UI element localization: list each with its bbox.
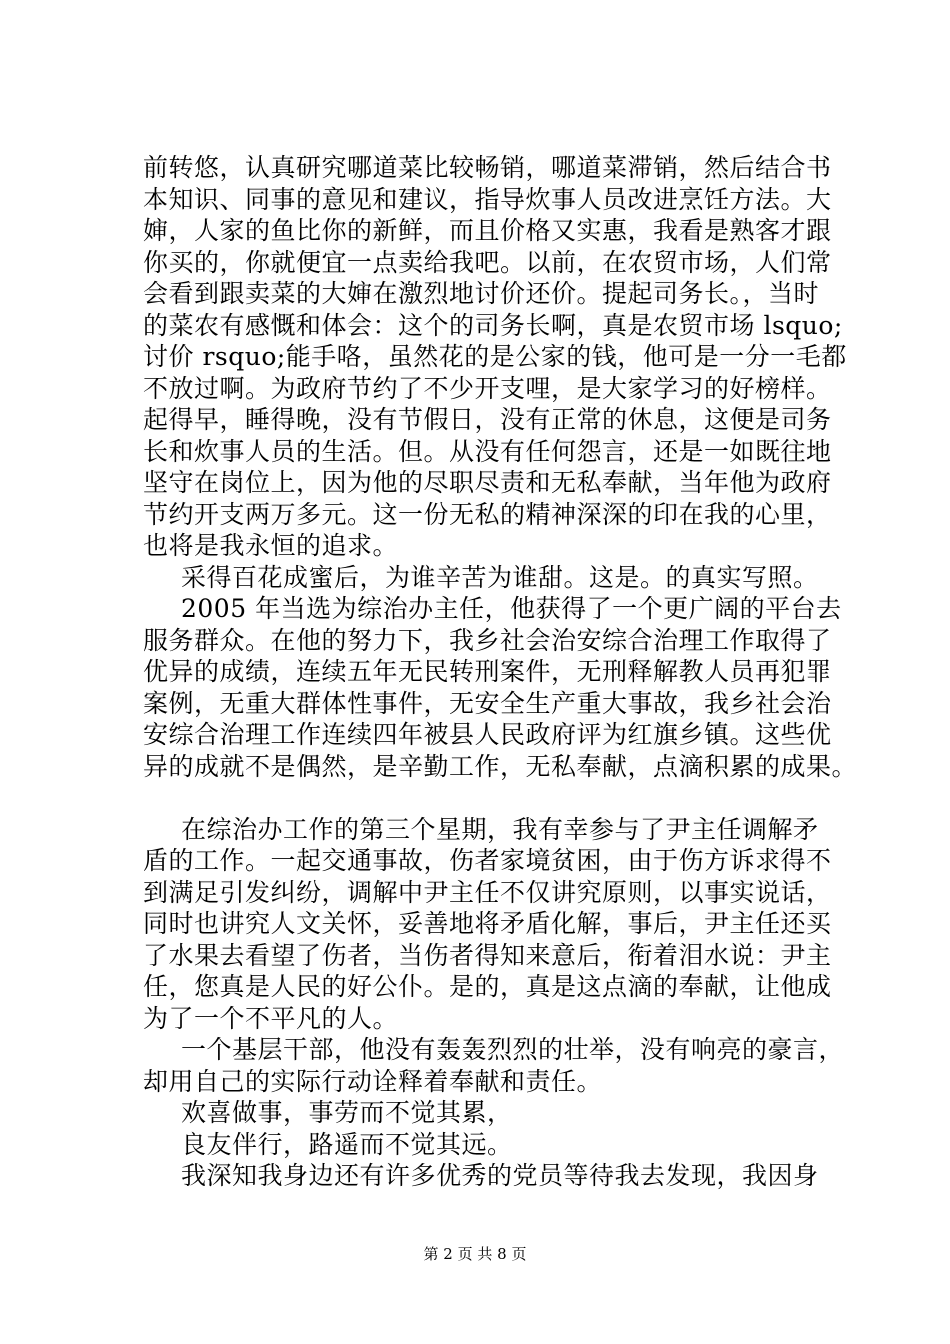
paragraph [143,1034,843,1097]
text-line: 异的成就不是偶然，是辛勤工作，无私奉献，点滴积累的成果。 [143,751,858,781]
text-line: 良友伴行，路遥而不觉其远。 [181,1129,513,1159]
paragraph [143,593,858,782]
text-line: 我深知我身边还有许多优秀的党员等待我去发现，我因身 [181,1161,819,1190]
text-line: 2005 年当选为综治办主任，他获得了一个更广阔的平台去 [181,594,842,623]
paragraph [143,1097,843,1129]
paragraph [143,1129,843,1161]
text-line: 婶，人家的鱼比你的新鲜，而且价格又实惠，我看是熟客才跟 [143,216,832,245]
text-line: 为了一个不平凡的人。 [143,1003,399,1033]
text-line: 会看到跟卖菜的大婶在激烈地讨价还价。提起司务长。，当时 [143,279,820,308]
text-line: 案例，无重大群体性事件，无安全生产重大事故，我乡社会治 [143,688,832,718]
text-line: 讨价 rsquo;能手咯，虽然花的是公家的钱，他可是一分一毛都 [143,342,847,371]
text-line: 采得百花成蜜后，为谁辛苦为谁甜。这是。的真实写照。 [181,562,819,592]
text-line: 起得早，睡得晚，没有节假日，没有正常的休息，这便是司务 [143,405,832,434]
text-line: 一个基层干部，他没有轰轰烈烈的壮举，没有响亮的豪言， [181,1035,845,1064]
paragraph-gap [143,782,843,814]
page-footer [0,1243,950,1264]
text-line: 你买的，你就便宜一点卖给我吧。以前，在农贸市场，人们常 [143,247,832,277]
text-line: 却用自己的实际行动诠释着奉献和责任。 [143,1066,603,1096]
paragraph [143,152,847,562]
text-line: 不放过啊。为政府节约了不少开支哩，是大家学习的好榜样。 [143,373,832,403]
paragraph [143,562,843,594]
paragraph [143,1160,843,1192]
text-line: 在综治办工作的第三个星期，我有幸参与了尹主任调解矛 [181,814,819,844]
text-line: 安综合治理工作连续四年被县人民政府评为红旗乡镇。这些优 [143,720,832,749]
text-line: 坚守在岗位上，因为他的尽职尽责和无私奉献，当年他为政府 [143,468,832,497]
text-line: 节约开支两万多元。这一份无私的精神深深的印在我的心里， [143,499,832,529]
text-line: 前转悠，认真研究哪道菜比较畅销，哪道菜滞销，然后结合书 [143,153,832,182]
text-line: 同时也讲究人文关怀，妥善地将矛盾化解，事后，尹主任还买 [143,909,832,938]
text-line: 的菜农有感慨和体会：这个的司务长啊，真是农贸市场 lsquo; [143,310,843,340]
text-line: 长和炊事人员的生活。但。从没有任何怨言，还是一如既往地 [143,436,832,466]
text-line: 也将是我永恒的追求。 [143,531,399,560]
page-number-label: 第 2 页 共 8 页 [423,1245,527,1263]
text-line: 本知识、同事的意见和建议，指导炊事人员改进烹饪方法。大 [143,184,832,214]
text-line: 到满足引发纠纷，调解中尹主任不仅讲究原则，以事实说话， [143,877,832,907]
document-body [143,152,858,1192]
text-line: 服务群众。在他的努力下，我乡社会治安综合治理工作取得了 [143,625,832,655]
text-line: 欢喜做事，事劳而不觉其累， [181,1098,513,1127]
text-line: 盾的工作。一起交通事故，伤者家境贫困，由于伤方诉求得不 [143,846,832,875]
text-line: 了水果去看望了伤者，当伤者得知来意后，衔着泪水说：尹主 [143,940,832,970]
paragraph [143,814,843,1035]
text-line: 任，您真是人民的好公仆。是的，真是这点滴的奉献，让他成 [143,972,832,1001]
text-line: 优异的成绩，连续五年无民转刑案件，无刑释解教人员再犯罪 [143,657,832,686]
